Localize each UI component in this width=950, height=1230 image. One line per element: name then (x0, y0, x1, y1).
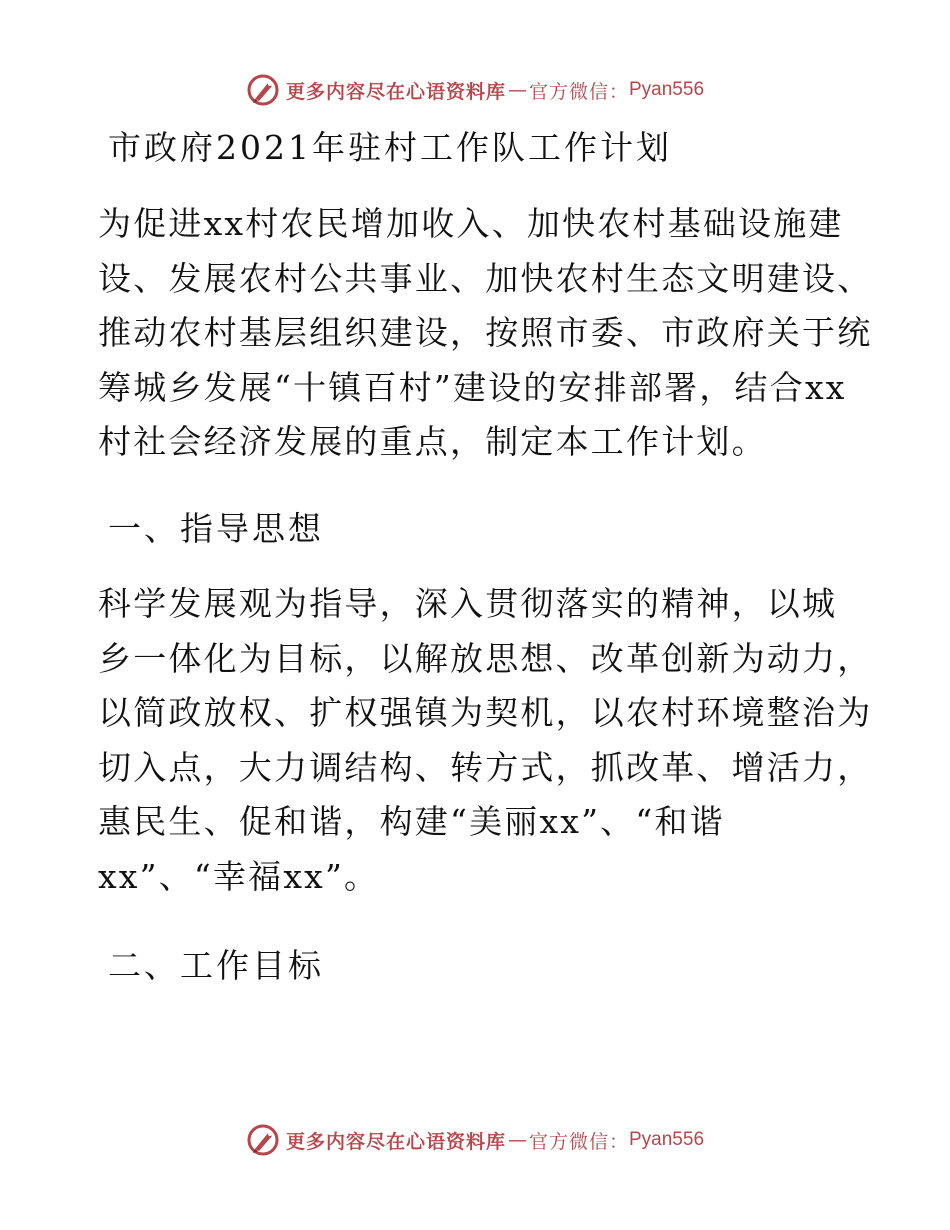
banner-wechat-label: 官方微信： (528, 80, 629, 103)
banner-wechat-label: 官方微信： (528, 1130, 629, 1153)
paragraph-line: 乡一体化为目标，以解放思想、改革创新为动力， (98, 638, 873, 678)
guiding-thought-paragraph (98, 577, 873, 904)
section-heading-guiding-thought: 一、指导思想 (108, 509, 324, 548)
paragraph-line: xx”、“幸福xx”。 (98, 856, 380, 896)
banner-wechat-id: Pyan556 (629, 1129, 705, 1150)
footer-banner (0, 1120, 950, 1160)
pen-logo-icon (246, 73, 280, 107)
section-heading-work-goals: 二、工作目标 (108, 946, 324, 985)
paragraph-line: 为促进xx村农民增加收入、加快农村基础设施建 (98, 204, 844, 243)
paragraph-line: 惠民生、促和谐，构建“美丽xx”、“和谐 (98, 802, 725, 841)
banner-dash: — (507, 1129, 527, 1151)
paragraph-line: 切入点，大力调结构、转方式，抓改革、增活力， (98, 747, 873, 787)
paragraph-line: 以简政放权、扩权强镇为契机，以农村环境整治为 (98, 693, 873, 732)
paragraph-line: 推动农村基层组织建设，按照市委、市政府关于统 (98, 313, 873, 352)
paragraph-line: 村社会经济发展的重点，制定本工作计划。 (98, 422, 767, 461)
banner-site-text: 更多内容尽在心语资料库 (285, 80, 506, 103)
banner-dash: — (507, 79, 527, 101)
document-title: 市政府2021年驻村工作队工作计划 (108, 128, 672, 167)
banner-wechat-id: Pyan556 (629, 79, 705, 100)
paragraph-line: 科学发展观为指导，深入贯彻落实的精神，以城 (98, 584, 838, 623)
paragraph-line: 筹城乡发展“十镇百村”建设的安排部署，结合xx (98, 367, 847, 407)
banner-site-text: 更多内容尽在心语资料库 (285, 1130, 506, 1153)
header-banner (0, 70, 950, 110)
intro-paragraph (98, 197, 873, 470)
pen-logo-icon (246, 1123, 280, 1157)
paragraph-line: 设、发展农村公共事业、加快农村生态文明建设、 (98, 258, 873, 298)
